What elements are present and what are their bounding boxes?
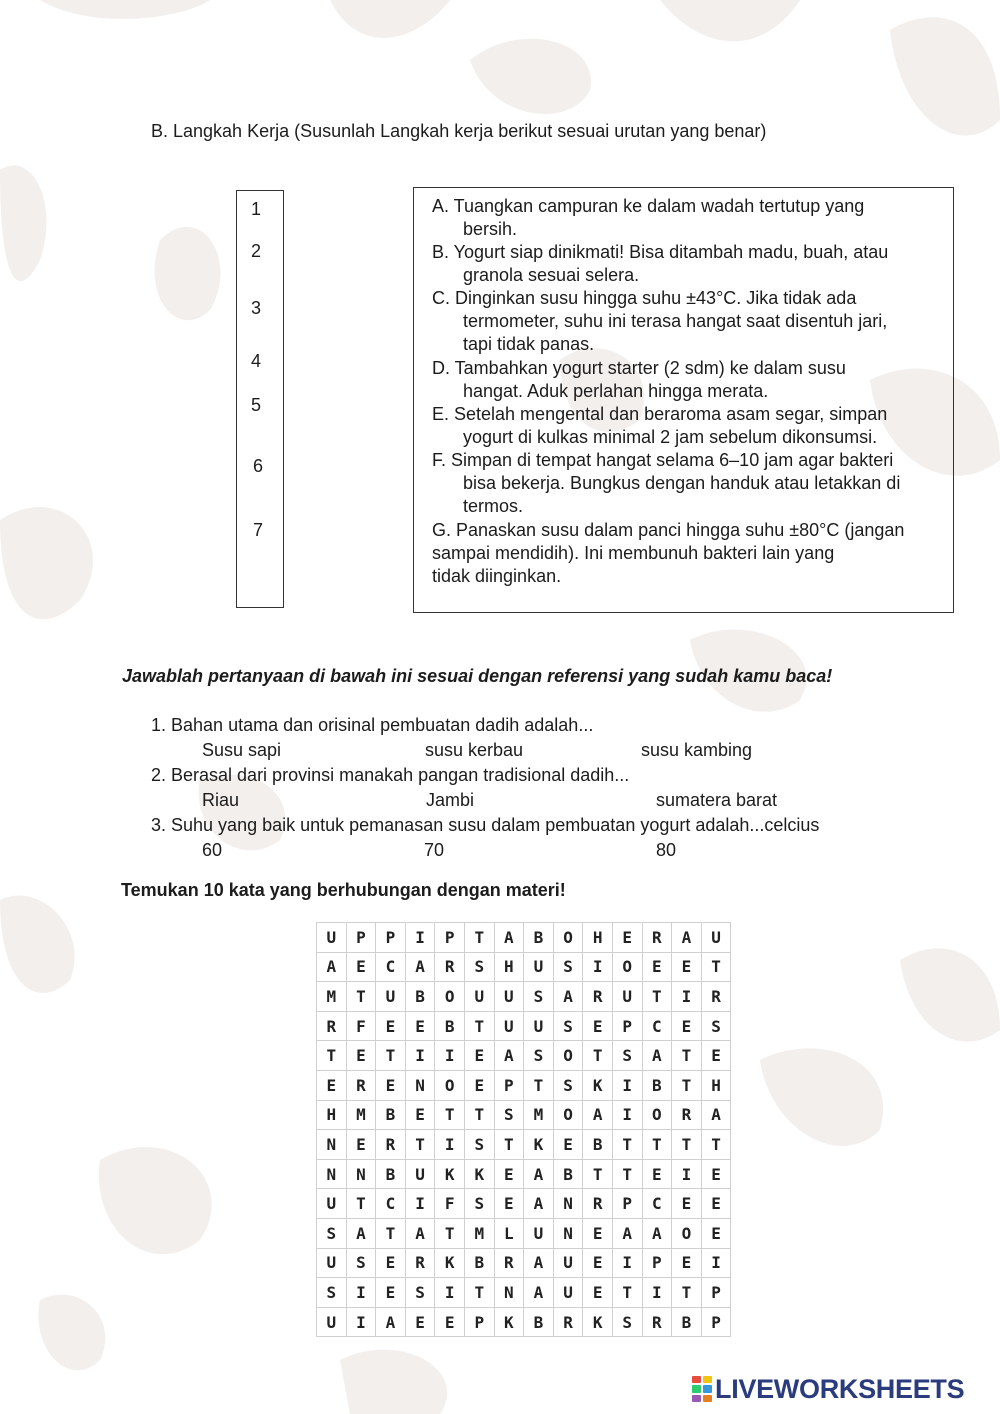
word-search-cell[interactable]: S xyxy=(554,953,584,983)
word-search-cell[interactable]: B xyxy=(554,1160,584,1190)
word-search-cell[interactable]: E xyxy=(376,1249,406,1279)
word-search-cell[interactable]: O xyxy=(435,1071,465,1101)
step-b: B. Yogurt siap dinikmati! Bisa ditambah madu, buah, atau granola sesuai selera. xyxy=(432,242,889,285)
step-d: D. Tambahkan yogurt starter (2 sdm) ke dalam susu hangat. Aduk perlahan hingga merata. xyxy=(432,358,846,401)
step-number: 2 xyxy=(251,241,262,261)
word-search-cell[interactable]: T xyxy=(702,953,732,983)
word-search-cell[interactable]: T xyxy=(672,1130,702,1160)
word-search-cell[interactable]: E xyxy=(347,1130,377,1160)
word-search-cell[interactable]: R xyxy=(583,1189,613,1219)
word-search-cell[interactable]: P xyxy=(465,1308,495,1338)
step-number: 3 xyxy=(251,298,262,318)
word-search-cell[interactable]: S xyxy=(465,1130,495,1160)
word-search-cell[interactable]: U xyxy=(317,1189,347,1219)
word-search-cell[interactable]: H xyxy=(702,1071,732,1101)
word-search-cell[interactable]: S xyxy=(317,1278,347,1308)
word-search-cell[interactable]: I xyxy=(643,1278,673,1308)
word-search-cell[interactable]: N xyxy=(317,1160,347,1190)
word-search-cell[interactable]: E xyxy=(672,1012,702,1042)
word-search-cell[interactable]: E xyxy=(702,1160,732,1190)
word-search-cell[interactable]: A xyxy=(613,1219,643,1249)
word-search-cell[interactable]: E xyxy=(376,1071,406,1101)
word-search-cell[interactable]: P xyxy=(376,923,406,953)
step-number: 4 xyxy=(251,351,262,371)
word-search-cell[interactable]: U xyxy=(495,982,525,1012)
word-search-cell[interactable]: R xyxy=(702,982,732,1012)
word-search-cell[interactable]: C xyxy=(376,953,406,983)
word-search-cell[interactable]: E xyxy=(554,1130,584,1160)
word-search-cell[interactable]: M xyxy=(317,982,347,1012)
word-search-cell[interactable]: I xyxy=(613,1071,643,1101)
word-search-cell[interactable]: S xyxy=(613,1041,643,1071)
word-search-cell[interactable]: E xyxy=(347,1041,377,1071)
word-search-cell[interactable]: A xyxy=(524,1160,554,1190)
word-search-cell[interactable]: S xyxy=(554,1012,584,1042)
word-search-cell[interactable]: R xyxy=(643,1308,673,1338)
word-search-cell[interactable]: O xyxy=(672,1219,702,1249)
logo-tile xyxy=(692,1376,701,1383)
word-search-cell[interactable]: S xyxy=(465,953,495,983)
word-search-cell[interactable]: T xyxy=(465,1012,495,1042)
word-search-cell[interactable]: L xyxy=(495,1219,525,1249)
word-search-cell[interactable]: E xyxy=(643,953,673,983)
word-search-cell[interactable]: T xyxy=(495,1130,525,1160)
word-search-cell[interactable]: N xyxy=(317,1130,347,1160)
word-search-cell[interactable]: A xyxy=(524,1189,554,1219)
word-search-cell[interactable]: U xyxy=(317,1249,347,1279)
word-search-cell[interactable]: T xyxy=(406,1130,436,1160)
word-search-cell[interactable]: U xyxy=(317,923,347,953)
q3-option-b[interactable]: 70 xyxy=(424,840,445,860)
word-search-cell[interactable]: I xyxy=(435,1041,465,1071)
word-search-cell[interactable]: E xyxy=(672,1189,702,1219)
word-search-cell[interactable]: E xyxy=(583,1012,613,1042)
liveworksheets-logo xyxy=(692,1373,964,1405)
word-search-cell[interactable]: A xyxy=(406,953,436,983)
word-search-cell[interactable]: R xyxy=(376,1130,406,1160)
word-search-cell[interactable]: M xyxy=(524,1101,554,1131)
word-search-cell[interactable]: E xyxy=(435,1308,465,1338)
word-search-cell[interactable]: E xyxy=(376,1012,406,1042)
word-search-cell[interactable]: I xyxy=(672,982,702,1012)
word-search-cell[interactable]: I xyxy=(435,1278,465,1308)
word-search-cell[interactable]: I xyxy=(406,1189,436,1219)
word-search-cell[interactable]: C xyxy=(643,1189,673,1219)
logo-tile xyxy=(692,1385,701,1392)
word-search-cell[interactable]: T xyxy=(376,1219,406,1249)
word-search-cell[interactable]: T xyxy=(672,1278,702,1308)
word-search-cell[interactable]: B xyxy=(524,923,554,953)
word-search-cell[interactable]: M xyxy=(465,1219,495,1249)
word-search-cell[interactable]: T xyxy=(435,1101,465,1131)
word-search-cell[interactable]: T xyxy=(376,1041,406,1071)
q1-option-c[interactable]: susu kambing xyxy=(641,740,753,760)
word-search-cell[interactable]: T xyxy=(672,1041,702,1071)
word-search-cell[interactable]: A xyxy=(583,1101,613,1131)
word-search-cell[interactable]: S xyxy=(406,1278,436,1308)
step-number: 5 xyxy=(251,395,262,415)
word-search-cell[interactable]: A xyxy=(347,1219,377,1249)
word-search-cell[interactable]: S xyxy=(347,1249,377,1279)
word-search-cell[interactable]: B xyxy=(672,1308,702,1338)
step-e: E. Setelah mengental dan beraroma asam segar, simpan yogurt di kulkas minimal 2 jam sebelum dikonsumsi. xyxy=(432,404,888,447)
word-search-cell[interactable]: I xyxy=(406,1041,436,1071)
word-search-cell[interactable]: I xyxy=(435,1130,465,1160)
word-search-cell[interactable]: U xyxy=(554,1278,584,1308)
word-search-cell[interactable]: A xyxy=(554,982,584,1012)
word-search-cell[interactable]: B xyxy=(435,1012,465,1042)
word-search-cell[interactable]: T xyxy=(643,982,673,1012)
word-search-cell[interactable]: B xyxy=(583,1130,613,1160)
q2-option-b[interactable]: Jambi xyxy=(426,790,475,810)
word-search-cell[interactable]: T xyxy=(583,1160,613,1190)
answer-number-box xyxy=(236,190,284,608)
step-number: 6 xyxy=(253,456,264,476)
word-search-cell[interactable]: R xyxy=(554,1308,584,1338)
word-search-cell[interactable]: T xyxy=(465,923,495,953)
word-search-cell[interactable]: T xyxy=(702,1130,732,1160)
q2-option-a[interactable]: Riau xyxy=(202,790,240,810)
step-c: C. Dinginkan susu hingga suhu ±43°C. Jika tidak ada termometer, suhu ini terasa hangat saat disentuh jari, tapi tidak panas. xyxy=(432,288,888,354)
word-search-cell[interactable]: R xyxy=(643,923,673,953)
word-search-cell[interactable]: R xyxy=(406,1249,436,1279)
word-search-cell[interactable]: O xyxy=(554,1101,584,1131)
word-search-cell[interactable]: A xyxy=(643,1041,673,1071)
word-search-cell[interactable]: U xyxy=(465,982,495,1012)
word-search-cell[interactable]: R xyxy=(583,982,613,1012)
word-search-cell[interactable]: O xyxy=(554,923,584,953)
word-search-cell[interactable]: S xyxy=(495,1101,525,1131)
word-search-cell[interactable]: R xyxy=(317,1012,347,1042)
word-search-cell[interactable]: R xyxy=(347,1071,377,1101)
word-search-cell[interactable]: E xyxy=(672,953,702,983)
question-1: 1. Bahan utama dan orisinal pembuatan dadih adalah... xyxy=(151,715,594,735)
word-search-cell[interactable]: R xyxy=(495,1249,525,1279)
step-number: 7 xyxy=(253,520,264,540)
word-search-cell[interactable]: E xyxy=(702,1041,732,1071)
word-search-cell[interactable]: R xyxy=(435,953,465,983)
word-search-cell[interactable]: P xyxy=(495,1071,525,1101)
word-search-cell[interactable]: U xyxy=(376,982,406,1012)
word-search-cell[interactable]: E xyxy=(406,1012,436,1042)
word-search-cell[interactable]: F xyxy=(435,1189,465,1219)
word-search-cell[interactable]: T xyxy=(613,1130,643,1160)
word-search-cell[interactable]: A xyxy=(702,1101,732,1131)
word-search-cell[interactable]: O xyxy=(643,1101,673,1131)
word-search-cell[interactable]: E xyxy=(347,953,377,983)
word-search-cell[interactable]: E xyxy=(613,923,643,953)
word-search-cell[interactable]: B xyxy=(465,1249,495,1279)
word-search-cell[interactable]: N xyxy=(406,1071,436,1101)
word-search-cell[interactable]: T xyxy=(317,1041,347,1071)
word-search-cell[interactable]: S xyxy=(524,1041,554,1071)
word-search-cell[interactable]: E xyxy=(406,1308,436,1338)
word-search-cell[interactable]: N xyxy=(554,1189,584,1219)
word-search-cell[interactable]: I xyxy=(347,1278,377,1308)
word-search-cell[interactable]: I xyxy=(613,1249,643,1279)
word-search-cell[interactable]: E xyxy=(702,1189,732,1219)
word-search-cell[interactable]: S xyxy=(702,1012,732,1042)
word-search-cell[interactable]: E xyxy=(672,1249,702,1279)
word-search-cell[interactable]: S xyxy=(554,1071,584,1101)
word-search-cell[interactable]: U xyxy=(524,1012,554,1042)
word-search-cell[interactable]: U xyxy=(613,982,643,1012)
word-search-cell[interactable]: E xyxy=(583,1219,613,1249)
word-search-cell[interactable]: U xyxy=(524,953,554,983)
word-search-cell[interactable]: K xyxy=(435,1160,465,1190)
word-search-cell[interactable]: U xyxy=(554,1249,584,1279)
word-search-cell[interactable]: U xyxy=(317,1308,347,1338)
word-search-cell[interactable]: E xyxy=(583,1278,613,1308)
q1-option-b[interactable]: susu kerbau xyxy=(425,740,524,760)
word-search-cell[interactable]: N xyxy=(495,1278,525,1308)
word-search-cell[interactable]: F xyxy=(347,1012,377,1042)
word-search-cell[interactable]: I xyxy=(583,953,613,983)
word-search-cell[interactable]: B xyxy=(643,1071,673,1101)
word-search-cell[interactable]: P xyxy=(435,923,465,953)
word-search-cell[interactable]: P xyxy=(643,1249,673,1279)
logo-tile xyxy=(703,1385,712,1392)
question-2: 2. Berasal dari provinsi manakah pangan tradisional dadih... xyxy=(151,765,630,785)
word-search-cell[interactable]: S xyxy=(465,1189,495,1219)
word-search-cell[interactable]: O xyxy=(554,1041,584,1071)
word-search-cell[interactable]: K xyxy=(524,1130,554,1160)
word-search-cell[interactable]: T xyxy=(347,982,377,1012)
word-search-cell[interactable]: C xyxy=(643,1012,673,1042)
word-search-cell[interactable]: T xyxy=(672,1071,702,1101)
word-search-cell[interactable]: N xyxy=(347,1160,377,1190)
word-search-cell[interactable]: E xyxy=(495,1160,525,1190)
word-search-cell[interactable]: E xyxy=(495,1189,525,1219)
word-search-cell[interactable]: U xyxy=(524,1219,554,1249)
word-search-cell[interactable]: K xyxy=(495,1308,525,1338)
word-search-cell[interactable]: T xyxy=(583,1041,613,1071)
logo-tile xyxy=(692,1395,701,1402)
word-search-cell[interactable]: E xyxy=(465,1071,495,1101)
logo-tile xyxy=(703,1395,712,1402)
word-search-cell[interactable]: H xyxy=(583,923,613,953)
word-search-cell[interactable]: E xyxy=(317,1071,347,1101)
q3-option-a[interactable]: 60 xyxy=(202,840,223,860)
step-a: A. Tuangkan campuran ke dalam wadah tertutup yang bersih. xyxy=(432,196,865,239)
word-search-cell[interactable]: E xyxy=(643,1160,673,1190)
word-search-cell[interactable]: A xyxy=(495,923,525,953)
step-f: F. Simpan di tempat hangat selama 6–10 jam agar bakteri bisa bekerja. Bungkus dengan handuk atau letakkan di termos. xyxy=(432,450,901,516)
word-search-cell[interactable]: K xyxy=(465,1160,495,1190)
word-search-cell[interactable]: A xyxy=(524,1278,554,1308)
word-search-cell[interactable]: T xyxy=(347,1189,377,1219)
word-search-cell[interactable]: I xyxy=(672,1160,702,1190)
word-search-cell[interactable]: M xyxy=(347,1101,377,1131)
word-search-cell[interactable]: A xyxy=(672,923,702,953)
word-search-cell[interactable]: T xyxy=(613,1160,643,1190)
word-search-cell[interactable]: A xyxy=(495,1041,525,1071)
word-search-cell[interactable]: E xyxy=(376,1278,406,1308)
q2-option-c[interactable]: sumatera barat xyxy=(656,790,778,810)
word-search-cell[interactable]: T xyxy=(435,1219,465,1249)
section-b-title: B. Langkah Kerja (Susunlah Langkah kerja berikut sesuai urutan yang benar) xyxy=(151,121,767,141)
word-search-cell[interactable]: E xyxy=(406,1101,436,1131)
word-search-cell[interactable]: N xyxy=(554,1219,584,1249)
word-search-cell[interactable]: P xyxy=(702,1308,732,1338)
word-search-cell[interactable]: R xyxy=(672,1101,702,1131)
word-search-cell[interactable]: T xyxy=(465,1101,495,1131)
word-search-cell[interactable]: K xyxy=(435,1249,465,1279)
word-search-cell[interactable]: A xyxy=(643,1219,673,1249)
word-search-cell[interactable]: K xyxy=(583,1308,613,1338)
word-search-cell[interactable]: B xyxy=(376,1101,406,1131)
step-number: 1 xyxy=(251,199,262,219)
word-search-cell[interactable]: S xyxy=(613,1308,643,1338)
word-search-cell[interactable]: U xyxy=(702,923,732,953)
word-search-cell[interactable]: I xyxy=(347,1308,377,1338)
word-search-cell[interactable]: U xyxy=(406,1160,436,1190)
word-search-cell[interactable]: B xyxy=(406,982,436,1012)
word-search-cell[interactable]: P xyxy=(702,1278,732,1308)
word-search-cell[interactable]: C xyxy=(376,1189,406,1219)
word-search-cell[interactable]: B xyxy=(376,1160,406,1190)
question-3: 3. Suhu yang baik untuk pemanasan susu dalam pembuatan yogurt adalah...celcius xyxy=(151,815,820,835)
word-search-cell[interactable]: E xyxy=(583,1249,613,1279)
word-search-cell[interactable]: H xyxy=(317,1101,347,1131)
step-g: G. Panaskan susu dalam panci hingga suhu ±80°C (jangan sampai mendidih). Ini membunuh bakteri lain yang tidak diinginkan. xyxy=(432,520,905,586)
word-search-cell[interactable]: T xyxy=(524,1071,554,1101)
word-search-cell[interactable]: O xyxy=(613,953,643,983)
word-search-grid[interactable] xyxy=(316,922,731,1337)
word-search-cell[interactable]: T xyxy=(613,1278,643,1308)
word-search-cell[interactable]: U xyxy=(495,1012,525,1042)
word-search-cell[interactable]: A xyxy=(317,953,347,983)
word-search-cell[interactable]: A xyxy=(376,1308,406,1338)
word-search-cell[interactable]: T xyxy=(643,1130,673,1160)
word-search-cell[interactable]: K xyxy=(583,1071,613,1101)
liveworksheets-logo-text: LIVEWORKSHEETS xyxy=(715,1373,965,1404)
word-search-cell[interactable]: E xyxy=(702,1219,732,1249)
word-search-cell[interactable]: S xyxy=(524,982,554,1012)
word-search-cell[interactable]: P xyxy=(613,1189,643,1219)
word-search-cell[interactable]: A xyxy=(524,1249,554,1279)
word-search-cell[interactable]: I xyxy=(406,923,436,953)
word-search-cell[interactable]: H xyxy=(495,953,525,983)
word-search-heading: Temukan 10 kata yang berhubungan dengan materi! xyxy=(121,880,566,900)
word-search-cell[interactable]: T xyxy=(465,1278,495,1308)
word-search-cell[interactable]: I xyxy=(702,1249,732,1279)
word-search-cell[interactable]: S xyxy=(317,1219,347,1249)
steps-box xyxy=(413,187,954,613)
word-search-cell[interactable]: I xyxy=(613,1101,643,1131)
word-search-cell[interactable]: B xyxy=(524,1308,554,1338)
logo-tile xyxy=(703,1376,712,1383)
word-search-cell[interactable]: P xyxy=(347,923,377,953)
word-search-cell[interactable]: E xyxy=(465,1041,495,1071)
questions-heading: Jawablah pertanyaan di bawah ini sesuai dengan referensi yang sudah kamu baca! xyxy=(122,666,833,686)
liveworksheets-logo-icon xyxy=(692,1376,712,1402)
q1-option-a[interactable]: Susu sapi xyxy=(202,740,282,760)
word-search-cell[interactable]: P xyxy=(613,1012,643,1042)
word-search-cell[interactable]: O xyxy=(435,982,465,1012)
q3-option-c[interactable]: 80 xyxy=(656,840,677,860)
word-search-cell[interactable]: A xyxy=(406,1219,436,1249)
